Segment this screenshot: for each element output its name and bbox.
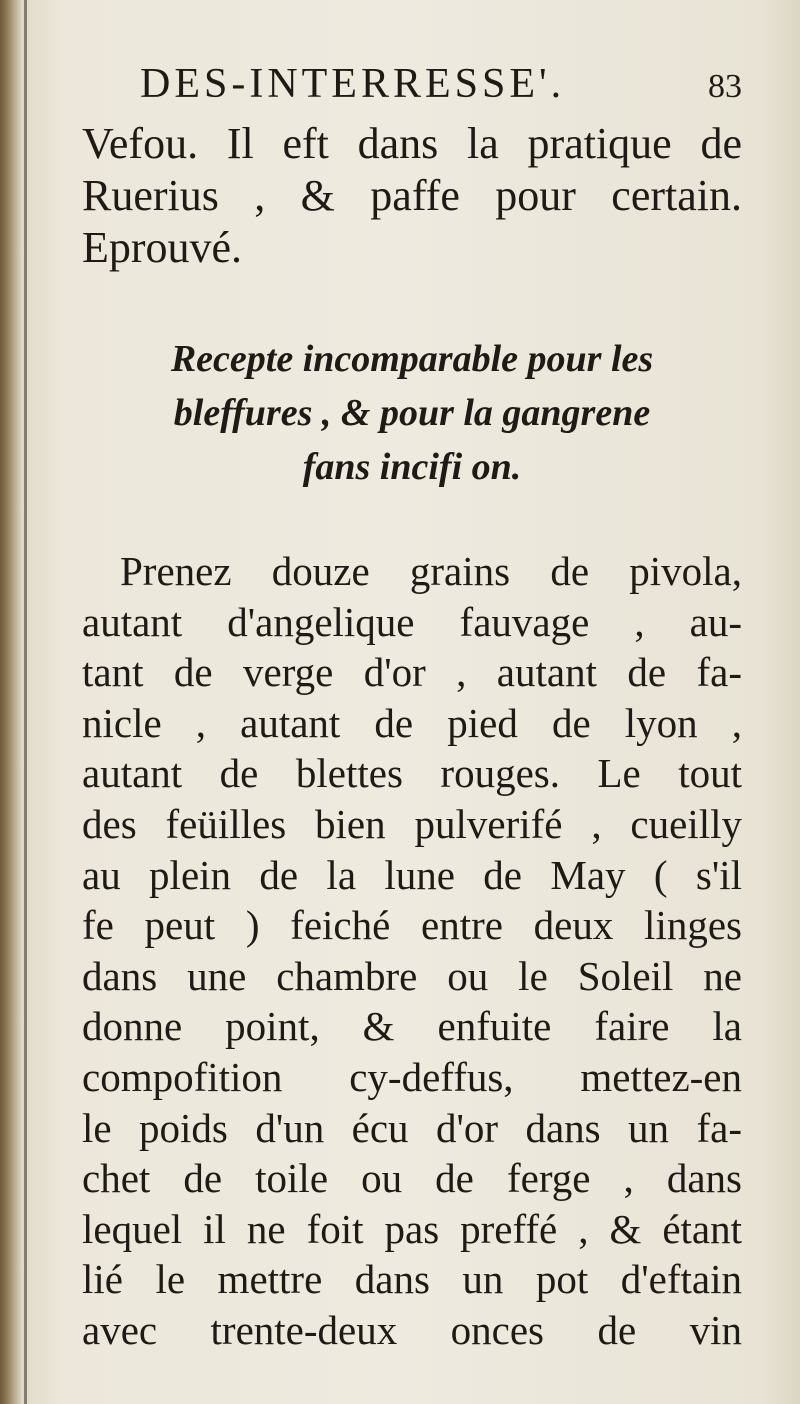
running-head [82,60,742,118]
heading-line: fans incifi on. [302,446,522,488]
heading-line: bleffures , & pour la gangrene [173,392,651,434]
page-gutter [0,0,22,1404]
text-line: donne point, & enfuite faire la [82,1003,742,1050]
text-line: Prenez douze grains de pivola, [120,548,742,594]
recipe-heading [82,332,742,494]
text-block [82,60,742,1356]
running-head-title: DES-INTERRESSE'. [140,61,566,107]
text-line: Vefou. Il eft dans la pratique de [82,119,742,168]
text-line: nicle , autant de pied de lyon , [82,699,742,746]
text-line: le poids d'un écu d'or dans un fa- [82,1104,742,1151]
text-line: dans une chambre ou le Soleil ne [82,952,742,999]
spine-shadow [24,0,27,1404]
text-line: tant de verge d'or , autant de fa- [82,649,742,696]
text-line: des feüilles bien pulverifé , cueilly [82,800,742,847]
text-line: autant de blettes rouges. Le tout [82,750,742,797]
text-line: lié le mettre dans un pot d'eftain [82,1256,742,1303]
text-line: au plein de la lune de May ( s'il [82,851,742,898]
text-line: lequel il ne foit pas preffé , & étant [82,1205,742,1252]
text-line: chet de toile ou de ferge , dans [82,1155,742,1202]
continued-paragraph [82,118,742,274]
recipe-paragraph [82,546,742,1356]
text-line: compofition cy-deffus, mettez-en [82,1053,742,1100]
page-number: 83 [708,68,742,105]
heading-line: Recepte incomparable pour les [170,338,654,380]
text-line: avec trente-deux onces de vin [82,1306,742,1353]
text-line: fe peut ) feiché entre deux linges [82,902,742,949]
text-line: Eprouvé. [82,223,243,272]
text-line: Ruerius , & paffe pour certain. [82,171,742,220]
text-line: autant d'angelique fauvage , au- [82,598,742,645]
